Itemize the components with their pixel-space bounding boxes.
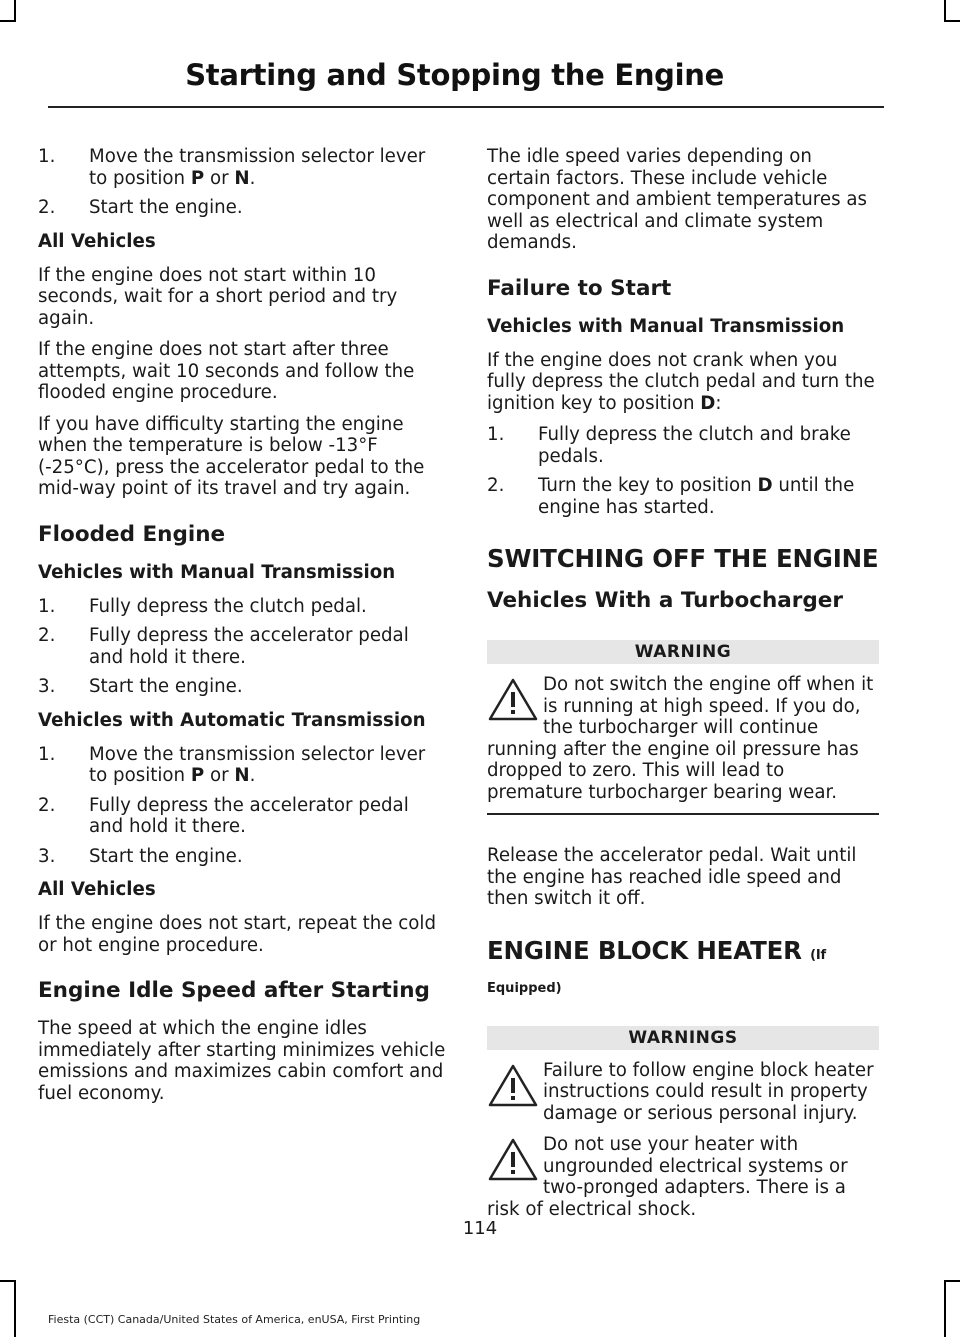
crop-mark xyxy=(944,1280,960,1282)
title-rule xyxy=(48,106,884,108)
warnings-label: WARNINGS xyxy=(487,1026,879,1050)
footer-text: Fiesta (CCT) Canada/United States of America, enUSA, First Printing xyxy=(48,1313,421,1326)
heading-failure-to-start: Failure to Start xyxy=(487,275,672,301)
right-column xyxy=(487,146,879,1230)
paragraph: If the engine does not start, repeat the cold or hot engine procedure. xyxy=(38,913,437,956)
list-item: 2. Fully depress the accelerator pedal and hold it there. xyxy=(38,794,409,837)
warning-triangle-icon xyxy=(487,1062,539,1108)
subheading-automatic-transmission: Vehicles with Automatic Transmission xyxy=(38,709,426,731)
paragraph: Release the accelerator pedal. Wait until the engine has reached idle speed and then switch it off. xyxy=(487,845,857,909)
warning-block xyxy=(487,1134,879,1220)
paragraph: If the engine does not start after three attempts, wait 10 seconds and follow the flooded engine procedure. xyxy=(38,339,415,403)
warning-label: WARNING xyxy=(487,640,879,664)
list-item: 2. Fully depress the accelerator pedal and hold it there. xyxy=(38,625,409,668)
page-title: Starting and Stopping the Engine xyxy=(185,58,724,92)
list-item: 2. Start the engine. xyxy=(38,197,243,218)
list-item: 2. Turn the key to position D until the engine has started. xyxy=(487,475,855,518)
crop-mark xyxy=(944,0,946,20)
automatic-steps xyxy=(38,744,448,868)
list-item: 1. Fully depress the clutch pedal. xyxy=(38,595,367,617)
warning-triangle-icon xyxy=(487,676,539,722)
warning-block xyxy=(487,674,879,803)
warning-text: Failure to follow engine block heater instructions could result in property damage or serious personal injury. xyxy=(543,1059,874,1124)
subheading-turbocharger: Vehicles With a Turbocharger xyxy=(487,588,843,613)
heading-idle-speed: Engine Idle Speed after Starting xyxy=(38,978,430,1003)
list-item: 1. Move the transmission selector lever to position P or N. xyxy=(38,743,426,786)
warning-divider xyxy=(487,813,879,815)
heading-flooded-engine: Flooded Engine xyxy=(38,521,226,547)
page-number: 114 xyxy=(462,1218,498,1239)
list-item: 3. Start the engine. xyxy=(38,845,243,867)
heading-switching-off: SWITCHING OFF THE ENGINE xyxy=(487,544,879,573)
start-steps xyxy=(38,146,448,219)
paragraph: If the engine does not start within 10 seconds, wait for a short period and try again. xyxy=(38,264,398,329)
list-item: 1. Move the transmission selector lever to position P or N. xyxy=(38,146,426,189)
left-column xyxy=(38,146,448,1114)
warning-text: Do not use your heater with ungrounded electrical systems or two-pronged adapters. There is a risk of electrical shock. xyxy=(487,1134,848,1220)
subheading-manual-transmission: Vehicles with Manual Transmission xyxy=(487,315,845,337)
warning-block xyxy=(487,1060,879,1125)
crop-mark xyxy=(0,20,16,22)
warning-triangle-icon xyxy=(487,1136,539,1182)
fail-steps xyxy=(487,424,879,518)
paragraph: The speed at which the engine idles immediately after starting minimizes vehicle emissions and maximizes cabin comfort and fuel economy. xyxy=(38,1018,446,1104)
paragraph: If you have difficulty starting the engine when the temperature is below -13°F (-25°C), press the accelerator pedal to the mid-way point of its travel and try again. xyxy=(38,413,425,499)
crop-mark xyxy=(944,20,960,22)
subheading-all-vehicles: All Vehicles xyxy=(38,230,156,252)
crop-mark xyxy=(14,0,16,20)
heading-engine-block-heater: ENGINE BLOCK HEATER (If xyxy=(487,935,826,965)
warning-text: Do not switch the engine off when it is running at high speed. If you do, the turbocharger will continue running after the engine oil pressure has dropped to zero. This will lead to premature turbocharger bearing wear. xyxy=(487,674,874,803)
manual-steps xyxy=(38,596,448,698)
paragraph: If the engine does not crank when you fully depress the clutch pedal and turn the ignition key to position D: xyxy=(487,349,875,414)
list-item: 1. Fully depress the clutch and brake pedals. xyxy=(487,424,851,467)
subheading-manual-transmission: Vehicles with Manual Transmission xyxy=(38,561,396,583)
list-item: 3. Start the engine. xyxy=(38,676,243,697)
crop-mark xyxy=(0,1280,16,1282)
crop-mark xyxy=(944,1280,946,1337)
crop-mark xyxy=(14,1280,16,1337)
heater-equipped-note: Equipped) xyxy=(487,980,562,996)
paragraph: The idle speed varies depending on certain factors. These include vehicle component and ambient temperatures as well as electrical and climate system demands. xyxy=(487,146,867,253)
subheading-all-vehicles: All Vehicles xyxy=(38,879,156,900)
